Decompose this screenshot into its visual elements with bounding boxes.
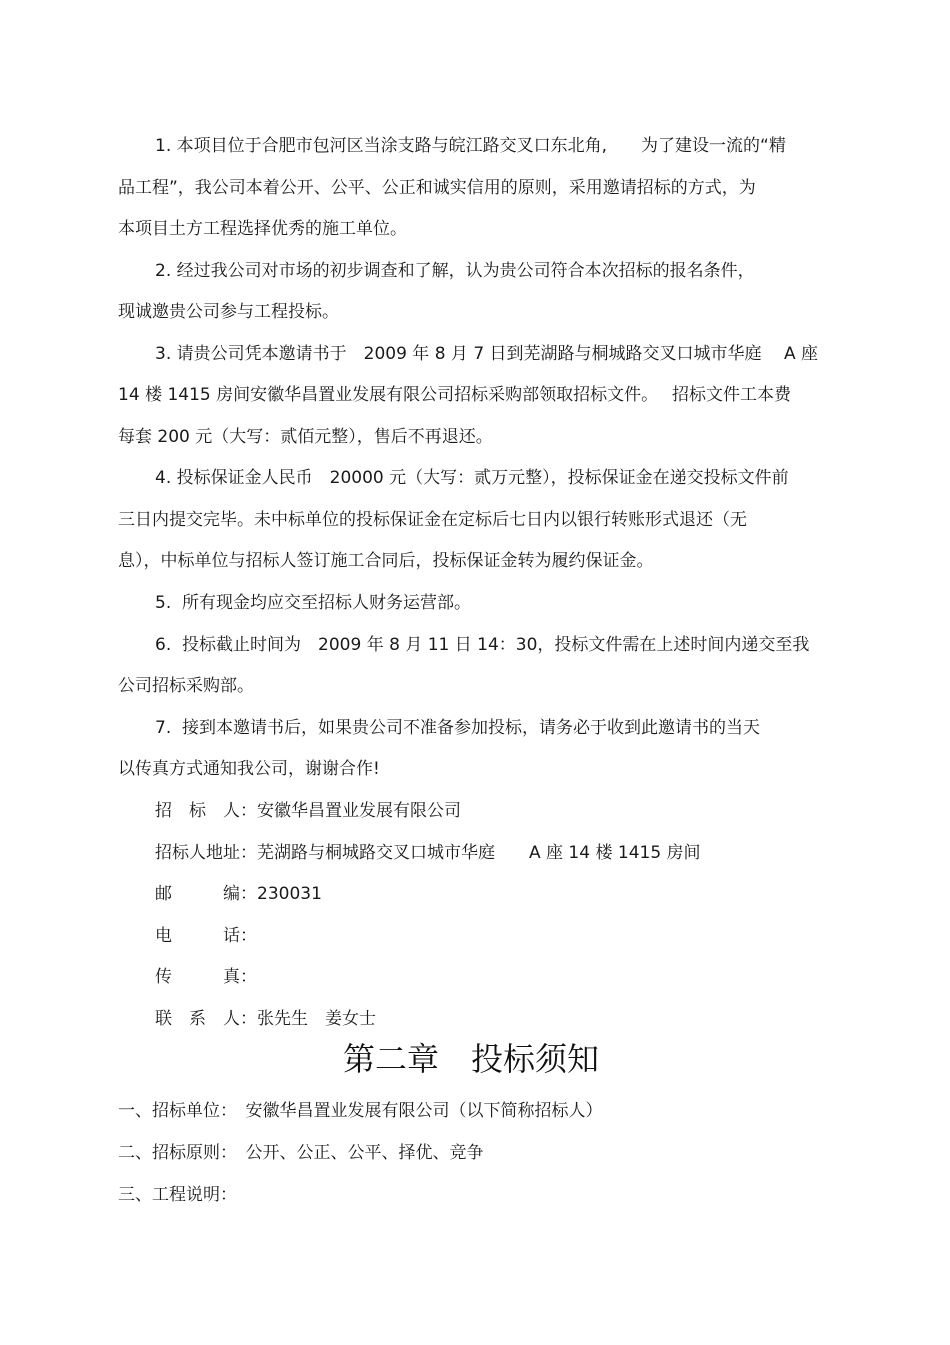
chapter-2-item-1: 一、招标单位： 安徽华昌置业发展有限公司（以下简称招标人） [118, 1101, 603, 1121]
paragraph-1-line-3: 本项目土方工程选择优秀的施工单位。 [118, 219, 407, 239]
paragraph-2-line-1: 2. 经过我公司对市场的初步调查和了解，认为贵公司符合本次招标的报名条件， [155, 261, 755, 281]
paragraph-3-line-3: 每套 200 元（大写：贰佰元整），售后不再退还。 [118, 427, 493, 447]
paragraph-7-line-1: 7. 接到本邀请书后，如果贵公司不准备参加投标，请务必于收到此邀请书的当天 [155, 718, 761, 738]
paragraph-6-line-2: 公司招标采购部。 [118, 676, 254, 696]
paragraph-4-line-1: 4. 投标保证金人民币 20000 元（大写：贰万元整），投标保证金在递交投标文件前 [155, 468, 789, 488]
paragraph-3-line-2: 14 楼 1415 房间安徽华昌置业发展有限公司招标采购部领取招标文件。 招标文件工本费 [118, 385, 792, 405]
phone-line: 电 话： [155, 926, 257, 946]
chapter-2-title: 第二章 投标须知 [343, 1040, 600, 1078]
contact-person-line: 联 系 人：张先生 姜女士 [155, 1009, 376, 1029]
paragraph-1-line-1: 1. 本项目位于合肥市包河区当涂支路与皖江路交叉口东北角, 为了建设一流的“精 [155, 136, 786, 156]
chapter-2-item-2: 二、招标原则： 公开、公正、公平、择优、竞争 [118, 1143, 484, 1163]
tenderer-line: 招 标 人：安徽华昌置业发展有限公司 [155, 801, 461, 821]
paragraph-4-line-3: 息），中标单位与招标人签订施工合同后，投标保证金转为履约保证金。 [118, 551, 654, 571]
paragraph-4-line-2: 三日内提交完毕。未中标单位的投标保证金在定标后七日内以银行转账形式退还（无 [118, 510, 747, 530]
paragraph-1-line-2: 品工程”，我公司本着公开、公平、公正和诚实信用的原则，采用邀请招标的方式，为 [118, 178, 756, 198]
paragraph-3-line-1: 3. 请贵公司凭本邀请书于 2009 年 8 月 7 日到芜湖路与桐城路交叉口城市华庭 A 座 [155, 344, 818, 364]
chapter-2-item-3: 三、工程说明： [118, 1185, 237, 1205]
paragraph-6-line-1: 6. 投标截止时间为 2009 年 8 月 11 日 14：30，投标文件需在上述时间内递交至我 [155, 635, 810, 655]
tenderer-address-line: 招标人地址：芜湖路与桐城路交叉口城市华庭 A 座 14 楼 1415 房间 [155, 843, 701, 863]
paragraph-7-line-2: 以传真方式通知我公司，谢谢合作! [118, 759, 380, 779]
paragraph-5-line-1: 5. 所有现金均应交至招标人财务运营部。 [155, 593, 472, 613]
fax-line: 传 真： [155, 967, 257, 987]
paragraph-2-line-2: 现诚邀贵公司参与工程投标。 [118, 302, 339, 322]
postcode-line: 邮 编：230031 [155, 884, 322, 904]
